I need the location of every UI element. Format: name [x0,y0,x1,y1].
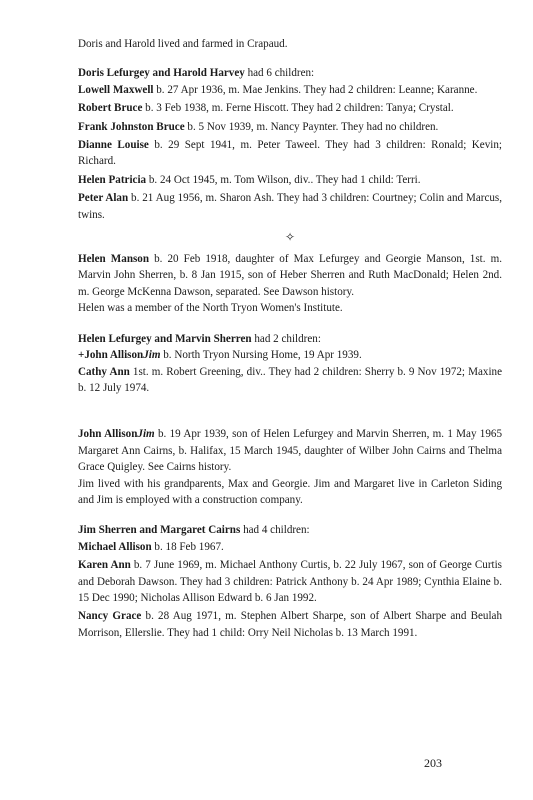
child-details: b. 18 Feb 1967. [151,540,224,553]
person-note: Jim lived with his grandparents, Max and Georgie. Jim and Margaret live in Carleton Siding and Jim is employed with a construction company. [78,477,502,506]
family-heading-names: Helen Lefurgey and Marvin Sherren [78,332,252,345]
family-heading [78,522,502,538]
child-entry [78,100,502,116]
person-name: John Allison [78,428,138,441]
family-heading-tail: had 2 children: [251,332,321,345]
section-ornament-icon: ✧ [284,230,296,245]
child-name: Helen Patricia [78,173,147,186]
family-heading [78,65,502,81]
family-heading-names: Jim Sherren and Margaret Cairns [78,524,241,537]
child-details: b. 29 Sept 1941, m. Peter Taweel. They had 3 children: Ronald; Kevin; Richard. [78,139,502,168]
child-details: b. 24 Oct 1945, m. Tom Wilson, div.. They had 1 child: Terri. [146,173,421,186]
family-heading [78,331,502,347]
child-details: b. North Tryon Nursing Home, 19 Apr 1939. [160,349,362,362]
child-name: Cathy Ann [78,365,130,378]
person-note: Helen was a member of the North Tryon Women's Institute. [78,302,343,315]
person-nickname: Jim [137,428,155,441]
child-entry [78,82,502,98]
child-name: Frank Johnston Bruce [78,120,185,133]
child-details: b. 7 June 1969, m. Michael Anthony Curtis, b. 22 July 1967, son of George Curtis and Deborah Dawson. They had 3 children: Patrick Anthony b. 24 Apr 1989; Cynthia Elaine b. 15 Dec 1990; Nicholas Allison Edward b. 6 Jan 1992. [78,559,502,604]
child-entry [78,137,502,170]
family-heading-tail: had 6 children: [244,67,315,80]
child-entry [78,557,502,606]
child-entry [78,347,502,363]
child-entry [78,172,502,188]
page-number: 203 [424,756,442,770]
child-name: +John Allison [78,349,144,362]
child-name: Karen Ann [78,559,131,572]
person-details: b. 19 Apr 1939, son of Helen Lefurgey and Marvin Sherren, m. 1 May 1965 Margaret Ann Cairns, b. Halifax, 15 March 1945, daughter of Wilber John Cairns and Thelma Grace Quigley. See Cairns history. [78,428,502,474]
page-body [78,36,502,641]
person-entry [78,251,502,300]
child-name: Peter Alan [78,192,129,205]
person-name: Helen Manson [78,253,150,266]
child-name: Dianne Louise [78,139,149,152]
child-entry [78,190,502,223]
child-details: b. 5 Nov 1939, m. Nancy Paynter. They had no children. [184,120,439,133]
child-name: Michael Allison [78,540,152,553]
child-details: b. 21 Aug 1956, m. Sharon Ash. They had 3 children: Courtney; Colin and Marcus, twins. [78,192,502,221]
child-details: b. 27 Apr 1936, m. Mae Jenkins. They had 2 children: Leanne; Karanne. [153,83,478,96]
child-name: Nancy Grace [78,610,142,623]
child-name: Robert Bruce [78,102,143,115]
child-entry [78,364,502,397]
child-entry [78,539,502,555]
person-entry [78,426,502,475]
child-entry [78,119,502,135]
child-details: b. 3 Feb 1938, m. Ferne Hiscott. They had 2 children: Tanya; Crystal. [142,102,454,115]
child-details: b. 28 Aug 1971, m. Stephen Albert Sharpe, son of Albert Sharpe and Beulah Morrison, Ellerslie. They had 1 child: Orry Neil Nicholas b. 13 March 1991. [78,610,502,639]
family-heading-tail: had 4 children: [240,524,310,537]
family-heading-names: Doris Lefurgey and Harold Harvey [78,67,245,80]
person-details: b. 20 Feb 1918, daughter of Max Lefurgey and Georgie Manson, 1st. m. Marvin John Sherren, b. 8 Jan 1915, son of Heber Sherren and Ruth MacDonald; Helen 2nd. m. George McKenna Dawson, separated. See Dawson history. [78,253,502,298]
child-details: 1st. m. Robert Greening, div.. They had 2 children: Sherry b. 9 Nov 1972; Maxine b. 12 July 1974. [78,365,502,394]
child-name: Lowell Maxwell [78,83,154,96]
child-nickname: Jim [143,349,161,362]
intro-paragraph: Doris and Harold lived and farmed in Crapaud. [78,38,288,50]
child-entry [78,608,502,641]
